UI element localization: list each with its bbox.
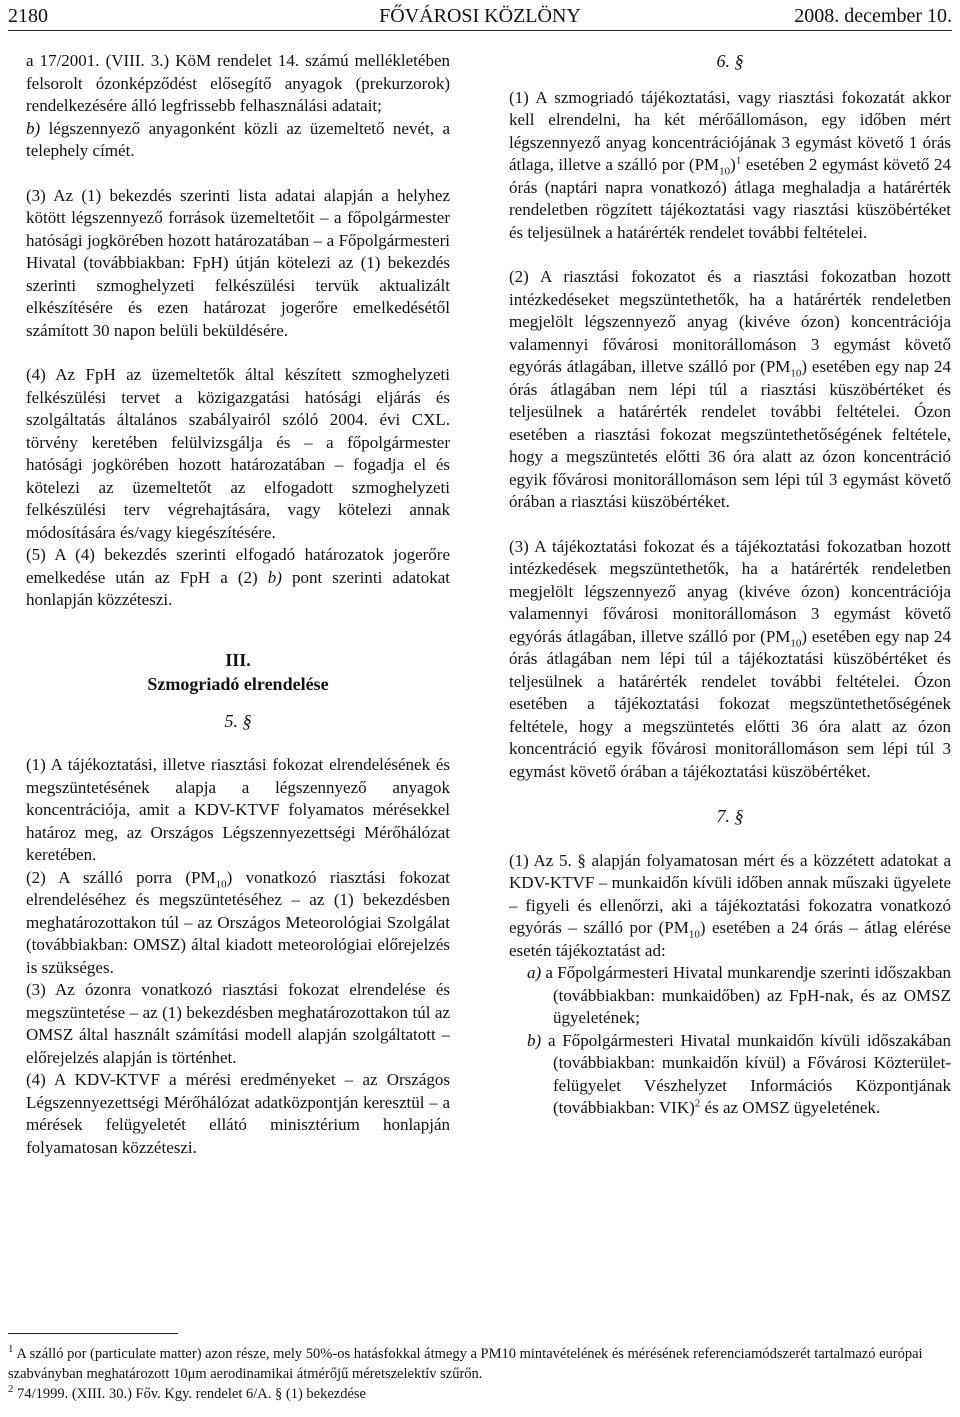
item-label: a): [527, 963, 542, 982]
left-column: [26, 50, 450, 1159]
page-number: 2180: [8, 5, 48, 27]
footnote-divider: [8, 1333, 178, 1334]
paragraph: (4) Az FpH az üzemeltetők által készített szmoghelyzeti felkészülési tervet a közigazgatási hatósági eljárás és szolgáltatás általános szabályairól szóló 2004. évi CXL. törvény keretében felülvizsgálja és – a főpolgármester hatósági jogkörében hozott határozatában – fogadja el és kötelezi az üzemeltetőt az elfogadott szmoghelyzeti felkészülési terv végrehajtására, vagy kötelezi annak módosítására és/vagy kiegészítésére.: [26, 365, 450, 542]
paragraph: (1) Az 5. § alapján folyamatosan mért és a közzétett adatokat a KDV-KTVF – munkaidőn kívüli időben annak műszaki ügyelete – figyeli és ellenőrzi, aki a tájékoztatási fokozatra vonatkozó egyórás – szálló por $(PM_{10})$ esetében a 24 órás – átlag elérése esetén tájékoztatást ad:: [509, 850, 951, 960]
item-label: b): [267, 567, 282, 587]
item-label: b): [26, 118, 41, 138]
paragraph: (1) A tájékoztatási, illetve riasztási fokozat elrendelésének és megszüntetésének alapja a légszennyező anyagok koncentrációja, amit a KDV-KTVF folyamatos mérésekkel határoz meg, az Országos Légszennyezettségi Mérőhálózat keretében.: [26, 755, 450, 864]
paragraph: (2) A riasztási fokozatot és a riasztási fokozatban hozott intézkedéseket megszüntethetők, ha a határérték rendeletben megjelölt légszennyező anyag (kivéve ózon) koncentrációja valamennyi fővárosi monitorállomáson 3 egymást követő egyórás átlagában, illetve szálló por $(PM_{10})$ esetében egy nap 24 órás átlagában nem lépi túl a riasztási küszöbértéket és teljesülnek a határérték rendelet további feltételei. Ózon esetében a riasztási fokozat megszüntethetőségének feltétele, hogy a megszüntetés előtti 36 óra alatt az ózon koncentráció egyik fővárosi monitorállomáson sem lépi túl 3 egymást követő órában a riasztási küszöbértéket.: [509, 267, 951, 511]
right-column: [509, 50, 951, 1120]
footnote-ref: 1: [735, 154, 742, 167]
paragraph: (1) A szmogriadó tájékoztatási, vagy riasztási fokozatát akkor kell elrendelni, ha két mérőállomáson, egy időben mért légszennyező anyag koncentrációjának 3 egymást követő 1 órás átlaga, illetve a szálló por $(PM_{10})^1$ esetében 2 egymást követő 24 órás (naptári napra vonatkozó) átlaga meghaladja a határérték rendeletben rögzített tájékoztatási vagy riasztási küszöbértéket és teljesülnek a határérték rendelet további feltételei.: [509, 87, 951, 242]
list-item: a) a Főpolgármesteri Hivatal munkarendje szerinti időszakban (továbbiakban: munkaidőben) az FpH-nak, és az OMSZ ügyeletének;: [527, 963, 951, 1027]
paragraph: a 17/2001. (VIII. 3.) KöM rendelet 14. számú mellékletében felsorolt ózonképződést elősegítő anyagok (prekurzorok) rendelkezésére álló legfrissebb felhasználási adatait;: [26, 51, 450, 115]
footnote: $^2$ 74/1999. (XIII. 30.) Főv. Kgy. rendelet 6/A. § (1) bekezdése: [8, 1383, 366, 1402]
chapter-number: III.: [225, 649, 251, 670]
issue-date: 2008. december 10.: [794, 5, 952, 27]
paragraph: (3) Az ózonra vonatkozó riasztási fokozat elrendelése és megszüntetése – az (1) bekezdésben meghatározottakon túl az OMSZ által használt számítási modell alapján szolgáltatott – előrejelzés alapján is történhet.: [26, 980, 450, 1067]
paragraph: (3) A tájékoztatási fokozat és a tájékoztatási fokozatban hozott intézkedések megszüntethetők, ha a határérték rendeletben megjelölt légszennyező anyag (kivéve ózon) koncentrációja valamennyi fővárosi monitorállomáson 3 egymást követő egyórás átlagában, illetve szálló por $(PM_{10})$ esetében egy nap 24 órás átlagában nem lépi túl a tájékoztatási küszöbértéket és teljesülnek a határérték rendelet további feltételei. Ózon esetében a tájékoztatási fokozat megszüntethetőségének feltétele, hogy a megszüntetés előtti 36 óra alatt az ózon koncentráció egyik fővárosi monitorállomáson sem lépi túl 3 egymást követő órában a tájékoztatási küszöbértéket.: [509, 536, 951, 781]
paragraph: b) légszennyező anyagonként közli az üzemeltető nevét, a telephely címét.: [26, 118, 450, 160]
chapter-title: Szmogriadó elrendelése: [147, 673, 329, 694]
footnote: $^1$ A szálló por (particulate matter) azon része, mely 50%-os hatásfokkal átmegy a PM10 mintavételének és mérésének referenciamódszerét tartalmazó európai szabványban meghatározott 10μm aerodinamikai átmérőjű méretszelektív szűrőn.: [8, 1343, 923, 1382]
paragraph: (4) A KDV-KTVF a mérési eredményeket – az Országos Légszennyezettségi Mérőhálózat adatközpontján keresztül – a mérések felügyeletét ellátó minisztérium honlapján folyamatosan közzéteszi.: [26, 1070, 450, 1157]
journal-title: FŐVÁROSI KÖZLÖNY: [379, 5, 581, 27]
paragraph: (2) A szálló porra $(PM_{10})$ vonatkozó riasztási fokozat elrendeléséhez és megszüntetéséhez – az (1) bekezdésben meghatározottakon túl – az Országos Meteorológiai Szolgálat (továbbiakban: OMSZ) által kiadott meteorológiai előrejelzés is szükséges.: [26, 867, 450, 977]
section-title: 7. §: [716, 806, 744, 826]
paragraph: (5) A (4) bekezdés szerinti elfogadó határozatok jogerőre emelkedése után az FpH a (2) b) pont szerinti adatokat honlapján közzéteszi.: [26, 545, 451, 609]
footnote-ref: 2: [694, 1097, 701, 1110]
section-title: 6. §: [716, 51, 744, 71]
page-header: [8, 0, 952, 31]
paragraph: (3) Az (1) bekezdés szerinti lista adatai alapján a helyhez kötött légszennyező források üzemeltetőit – a főpolgármester hatósági jogkörében hozott határozatában – a Főpolgármesteri Hivatal (továbbiakban: FpH) útján kötelezi az (1) bekezdés szerinti szmoghelyzeti felkészülési tervük aktualizált elkészítésére és ezen határozat jogerőre emelkedésétől számított 30 napon belüli beküldésére.: [26, 185, 450, 340]
list-item: b) a Főpolgármesteri Hivatal munkaidőn kívüli időszakában (továbbiakban: munkaidőn kívül) a Fővárosi Közterület-felügyelet Vészhelyzet Információs Központjának (továbbiakban: VIK)$^2$ és az OMSZ ügyeletének.: [527, 1030, 951, 1117]
footnotes: [8, 1344, 952, 1404]
item-label: b): [527, 1030, 542, 1050]
section-title: 5. §: [224, 710, 252, 731]
